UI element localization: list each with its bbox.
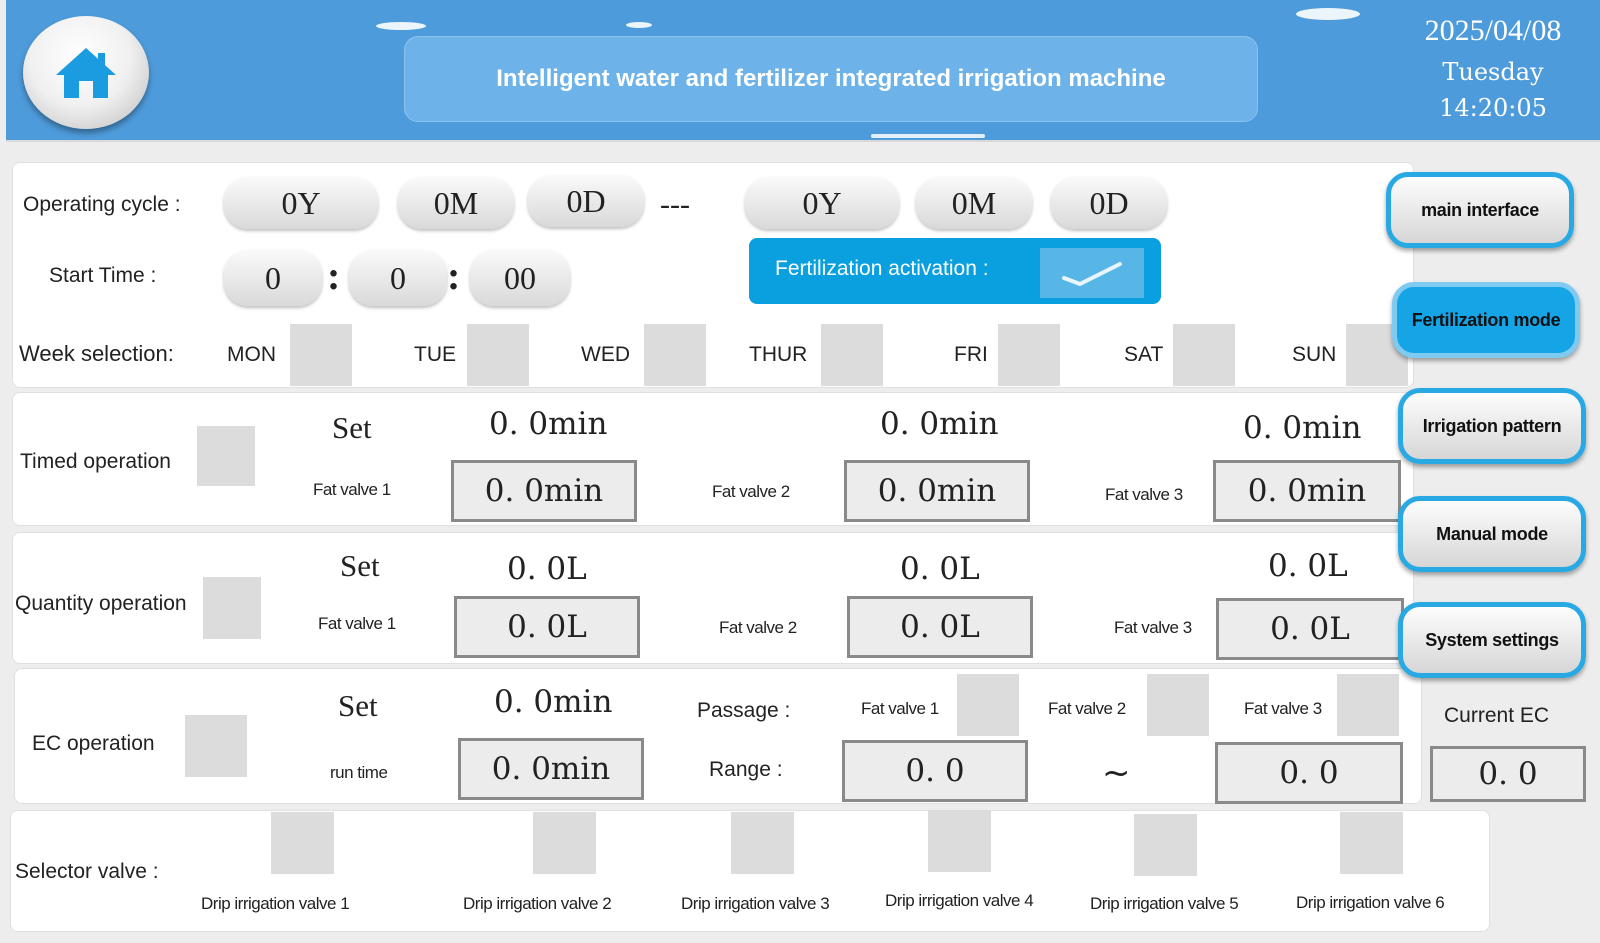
timed-valve2-label: Fat valve 2 xyxy=(712,482,790,501)
ec-passage-label: Passage : xyxy=(697,699,791,722)
start-hour-field[interactable]: 0 xyxy=(224,250,322,306)
quantity-operation-label: Quantity operation xyxy=(15,592,187,615)
ec-passage-valve1-label: Fat valve 1 xyxy=(861,699,939,718)
time-display: 14:20:05 xyxy=(1439,94,1547,122)
timed-valve3-label: Fat valve 3 xyxy=(1105,485,1183,504)
timed-valve1-current: 0. 0min xyxy=(489,406,608,442)
week-checkbox-fri[interactable] xyxy=(998,324,1060,386)
date-display: 2025/04/08 xyxy=(1424,14,1562,47)
week-day-label: THUR xyxy=(749,343,808,366)
week-day-label: SAT xyxy=(1124,343,1164,366)
timed-valve2-current: 0. 0min xyxy=(880,406,999,442)
cloud-decoration xyxy=(1296,8,1360,20)
ec-passage-valve1-checkbox[interactable] xyxy=(957,674,1019,736)
ec-passage-valve2-label: Fat valve 2 xyxy=(1048,699,1126,718)
start-minute-field[interactable]: 0 xyxy=(349,250,447,306)
ec-run-time-label: run time xyxy=(330,763,388,782)
quantity-valve3-label: Fat valve 3 xyxy=(1114,618,1192,637)
timed-valve1-label: Fat valve 1 xyxy=(313,480,391,499)
ec-range-separator: ~ xyxy=(1102,753,1131,793)
cycle-start-day[interactable]: 0D xyxy=(528,175,644,227)
ec-passage-valve2-checkbox[interactable] xyxy=(1147,674,1209,736)
page-title: Intelligent water and fertilizer integrated irrigation machine xyxy=(404,36,1258,122)
home-icon xyxy=(53,45,119,101)
cycle-end-day[interactable]: 0D xyxy=(1051,177,1167,229)
ec-passage-valve3-checkbox[interactable] xyxy=(1337,674,1399,736)
week-checkbox-sat[interactable] xyxy=(1173,324,1235,386)
week-day-label: MON xyxy=(227,343,276,366)
cloud-decoration xyxy=(376,22,426,30)
fertilization-activation-label: Fertilization activation : xyxy=(775,257,989,280)
nav-manual-mode[interactable]: Manual mode xyxy=(1398,496,1586,572)
selector-valve-6-checkbox[interactable] xyxy=(1340,812,1403,874)
week-day-label: TUE xyxy=(414,343,456,366)
cycle-separator: --- xyxy=(660,188,690,221)
nav-system-settings[interactable]: System settings xyxy=(1398,602,1586,678)
ec-range-min-input[interactable]: 0. 0 xyxy=(842,740,1028,802)
ec-set-value: 0. 0min xyxy=(494,684,613,720)
selector-valve-3-checkbox[interactable] xyxy=(731,812,794,874)
fertilization-activation-checkbox[interactable] xyxy=(1040,248,1144,298)
timed-valve3-current: 0. 0min xyxy=(1243,410,1362,446)
header-accent xyxy=(871,134,985,138)
selector-valve-6-label: Drip irrigation valve 6 xyxy=(1296,893,1445,912)
quantity-valve1-current: 0. 0L xyxy=(507,551,587,587)
week-day-label: SUN xyxy=(1292,343,1337,366)
time-colon: : xyxy=(447,253,461,298)
quantity-valve2-label: Fat valve 2 xyxy=(719,618,797,637)
selector-valve-5-checkbox[interactable] xyxy=(1134,814,1197,876)
operating-cycle-label: Operating cycle : xyxy=(23,193,181,216)
quantity-operation-checkbox[interactable] xyxy=(203,577,261,639)
quantity-valve1-input[interactable]: 0. 0L xyxy=(454,596,640,658)
selector-valve-4-label: Drip irrigation valve 4 xyxy=(885,891,1034,910)
quantity-set-label: Set xyxy=(340,548,380,583)
cloud-decoration xyxy=(626,22,652,28)
home-button[interactable] xyxy=(23,16,149,129)
current-ec-label: Current EC xyxy=(1444,704,1550,727)
week-checkbox-thur[interactable] xyxy=(821,324,883,386)
week-day-label: WED xyxy=(581,343,630,366)
quantity-valve3-input[interactable]: 0. 0L xyxy=(1216,598,1404,660)
selector-valve-2-checkbox[interactable] xyxy=(533,812,596,874)
cycle-start-year[interactable]: 0Y xyxy=(224,177,378,229)
ec-run-time-input[interactable]: 0. 0min xyxy=(458,738,644,800)
selector-valve-3-label: Drip irrigation valve 3 xyxy=(681,894,830,913)
timed-operation-checkbox[interactable] xyxy=(197,426,255,486)
selector-valve-4-checkbox[interactable] xyxy=(928,810,991,872)
cycle-start-month[interactable]: 0M xyxy=(398,177,514,229)
selector-valve-label: Selector valve : xyxy=(15,860,159,883)
selector-valve-5-label: Drip irrigation valve 5 xyxy=(1090,894,1239,913)
timed-set-label: Set xyxy=(332,410,372,445)
ec-operation-label: EC operation xyxy=(32,732,155,755)
start-time-label: Start Time : xyxy=(49,264,157,287)
selector-valve-1-checkbox[interactable] xyxy=(271,812,334,874)
nav-fertilization-mode[interactable]: Fertilization mode xyxy=(1392,282,1580,358)
week-selection-label: Week selection: xyxy=(19,341,174,366)
ec-operation-checkbox[interactable] xyxy=(185,715,247,777)
quantity-valve3-current: 0. 0L xyxy=(1268,548,1348,584)
timed-valve3-input[interactable]: 0. 0min xyxy=(1213,460,1401,522)
cycle-end-month[interactable]: 0M xyxy=(916,177,1032,229)
ec-range-label: Range : xyxy=(709,758,783,781)
weekday-display: Tuesday xyxy=(1442,58,1544,86)
timed-valve1-input[interactable]: 0. 0min xyxy=(451,460,637,522)
week-checkbox-wed[interactable] xyxy=(644,324,706,386)
timed-operation-label: Timed operation xyxy=(20,450,171,473)
quantity-valve1-label: Fat valve 1 xyxy=(318,614,396,633)
week-checkbox-mon[interactable] xyxy=(290,324,352,386)
week-checkbox-tue[interactable] xyxy=(467,324,529,386)
selector-valve-2-label: Drip irrigation valve 2 xyxy=(463,894,612,913)
nav-irrigation-pattern[interactable]: Irrigation pattern xyxy=(1398,388,1586,464)
header-divider xyxy=(6,140,1600,142)
cycle-end-year[interactable]: 0Y xyxy=(745,177,899,229)
selector-valve-1-label: Drip irrigation valve 1 xyxy=(201,894,350,913)
start-second-field[interactable]: 00 xyxy=(470,250,570,306)
week-day-label: FRI xyxy=(954,343,988,366)
quantity-valve2-current: 0. 0L xyxy=(900,551,980,587)
current-ec-display: 0. 0 xyxy=(1430,746,1586,802)
quantity-valve2-input[interactable]: 0. 0L xyxy=(847,596,1033,658)
checkmark-icon xyxy=(1060,258,1124,288)
timed-valve2-input[interactable]: 0. 0min xyxy=(844,460,1030,522)
ec-range-max-input[interactable]: 0. 0 xyxy=(1215,742,1403,804)
ec-passage-valve3-label: Fat valve 3 xyxy=(1244,699,1322,718)
ec-set-label: Set xyxy=(338,688,378,723)
nav-main-interface[interactable]: main interface xyxy=(1386,172,1574,248)
time-colon: : xyxy=(327,253,341,298)
